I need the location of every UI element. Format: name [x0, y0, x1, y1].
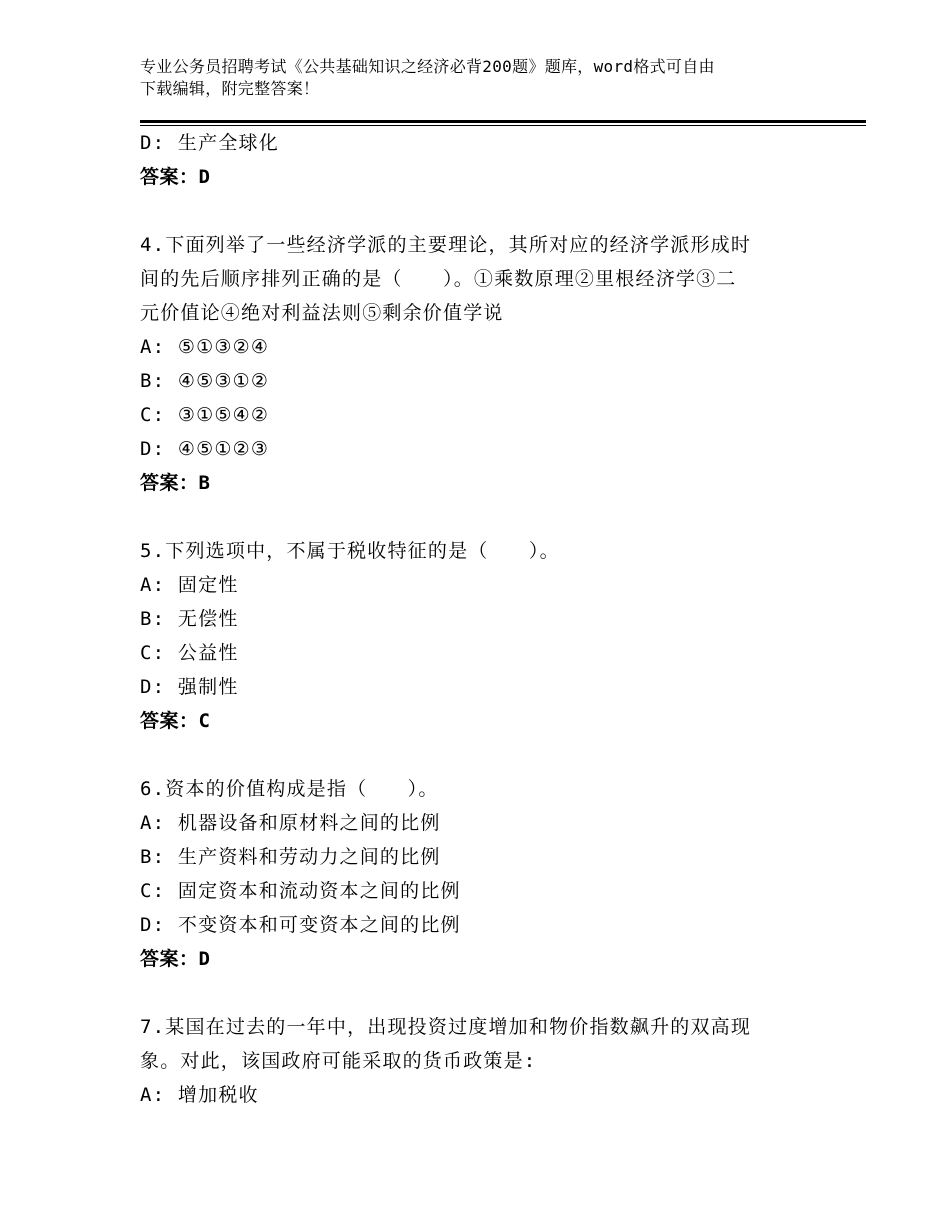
- header-line-2: 下载编辑，附完整答案！: [140, 79, 320, 98]
- question-3-tail: [140, 126, 820, 194]
- option-d: D: 强制性: [140, 676, 239, 698]
- answer: 答案：D: [140, 166, 211, 188]
- option-c: C: 固定资本和流动资本之间的比例: [140, 880, 461, 902]
- option-b: B: 生产资料和劳动力之间的比例: [140, 846, 441, 868]
- question-4: [140, 228, 820, 500]
- question-7: [140, 1010, 820, 1112]
- header-divider-thick: [140, 120, 866, 123]
- option-a: A: 固定性: [140, 574, 239, 596]
- question-stem-line: 4.下面列举了一些经济学派的主要理论，其所对应的经济学派形成时: [140, 234, 752, 256]
- question-5: [140, 534, 820, 738]
- option-c: C: 公益性: [140, 642, 239, 664]
- question-stem-line: 元价值论④绝对利益法则⑤剩余价值学说: [140, 302, 504, 324]
- answer: 答案：B: [140, 472, 211, 494]
- answer: 答案：D: [140, 948, 211, 970]
- document-header: [140, 56, 820, 100]
- option-d: D: 生产全球化: [140, 132, 279, 154]
- option-b: B: ④⑤③①②: [140, 370, 270, 392]
- option-c: C: ③①⑤④②: [140, 404, 270, 426]
- option-a: A: 增加税收: [140, 1084, 259, 1106]
- header-line-1: 专业公务员招聘考试《公共基础知识之经济必背200题》题库，word格式可自由: [140, 57, 715, 76]
- question-stem-line: 5.下列选项中，不属于税收特征的是（ ）。: [140, 540, 560, 562]
- question-stem-line: 间的先后顺序排列正确的是（ ）。①乘数原理②里根经济学③二: [140, 268, 737, 290]
- answer: 答案：C: [140, 710, 211, 732]
- question-stem-line: 6.资本的价值构成是指（ ）。: [140, 778, 439, 800]
- option-a: A: 机器设备和原材料之间的比例: [140, 812, 441, 834]
- question-stem-line: 象。对此，该国政府可能采取的货币政策是:: [140, 1050, 537, 1072]
- question-content: [140, 126, 820, 1112]
- option-b: B: 无偿性: [140, 608, 239, 630]
- question-stem-line: 7.某国在过去的一年中，出现投资过度增加和物价指数飙升的双高现: [140, 1016, 752, 1038]
- option-d: D: 不变资本和可变资本之间的比例: [140, 914, 461, 936]
- option-a: A: ⑤①③②④: [140, 336, 270, 358]
- question-6: [140, 772, 820, 976]
- option-d: D: ④⑤①②③: [140, 438, 270, 460]
